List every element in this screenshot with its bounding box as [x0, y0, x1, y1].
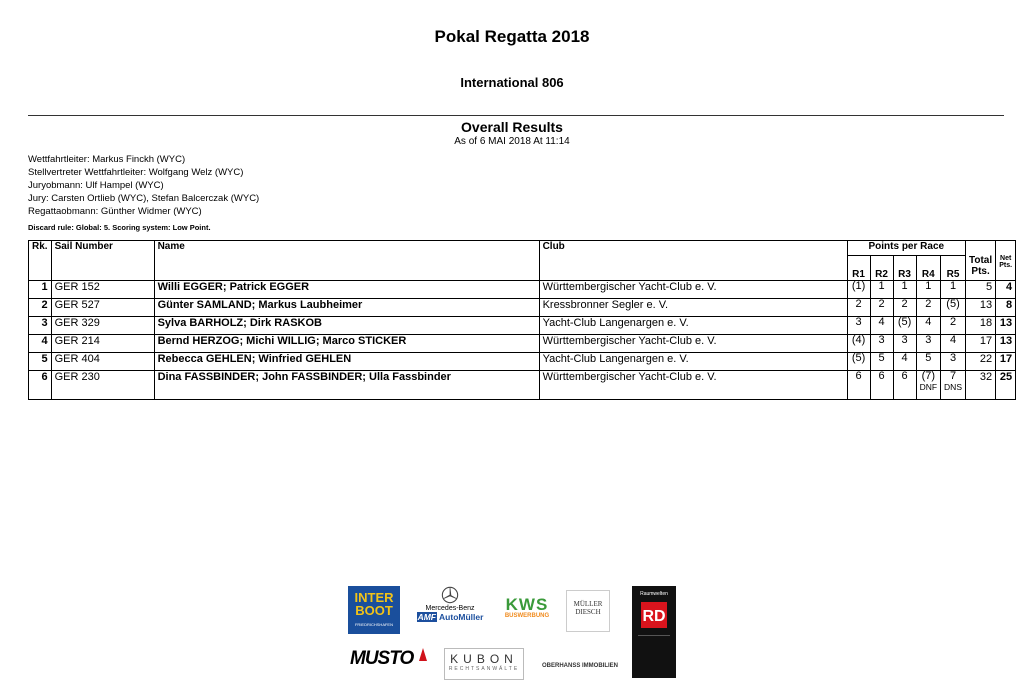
official-line: Jury: Carsten Ortlieb (WYC), Stefan Balcerczak (WYC) — [28, 193, 260, 204]
race-score: 2 — [855, 298, 862, 310]
total-points-cell: 17 — [966, 335, 996, 353]
rank-cell: 1 — [29, 281, 52, 299]
race-4-cell — [916, 281, 940, 299]
net-points-cell: 4 — [996, 281, 1016, 299]
header-r3: R3 — [893, 256, 916, 281]
header-total: Total Pts. — [966, 241, 996, 281]
interboot-logo: INTER BOOT FRIEDRICHSHAFEN — [348, 586, 400, 634]
race-score: 1 — [949, 280, 957, 292]
race-score: 2 — [925, 298, 932, 310]
race-score: 1 — [925, 280, 932, 292]
club-cell: Kressbronner Segler e. V. — [539, 299, 847, 317]
race-score: 4 — [878, 316, 885, 328]
race-score: (5) — [946, 298, 960, 310]
race-score: (5) — [897, 316, 912, 328]
race-score: 6 — [878, 370, 885, 382]
sail-number-cell: GER 230 — [51, 371, 154, 400]
race-3-cell — [893, 371, 916, 400]
race-1-cell — [847, 371, 870, 400]
svg-text:RD: RD — [642, 608, 666, 625]
race-4-cell — [916, 353, 940, 371]
official-line: Regattaobmann: Günther Widmer (WYC) — [28, 206, 202, 217]
race-5-cell — [941, 299, 966, 317]
officials-list — [28, 153, 259, 218]
race-4-cell — [916, 335, 940, 353]
as-of-date: As of 6 MAI 2018 At 11:14 — [454, 136, 570, 147]
name-cell: Günter SAMLAND; Markus Laubheimer — [154, 299, 539, 317]
rank-cell: 6 — [29, 371, 52, 400]
race-1-cell — [847, 353, 870, 371]
name-cell: Bernd HERZOG; Michi WILLIG; Marco STICKER — [154, 335, 539, 353]
total-points-cell: 5 — [966, 281, 996, 299]
race-2-cell — [870, 335, 893, 353]
race-3-cell — [893, 317, 916, 335]
club-cell: Yacht-Club Langenargen e. V. — [539, 353, 847, 371]
header-r2: R2 — [870, 256, 893, 281]
official-line: Stellvertreter Wettfahrtleiter: Wolfgang Welz (WYC) — [28, 167, 244, 178]
sail-number-cell: GER 527 — [51, 299, 154, 317]
race-3-cell — [893, 299, 916, 317]
table-row — [29, 353, 1016, 371]
header-sail-number: Sail Number — [51, 241, 154, 281]
header-r1: R1 — [847, 256, 870, 281]
header-divider — [28, 115, 1004, 116]
race-3-cell — [893, 335, 916, 353]
race-score: 1 — [878, 280, 885, 292]
results-table — [28, 240, 1016, 400]
penalty-code: DNS — [944, 382, 962, 392]
sponsor-logos — [348, 586, 678, 682]
race-score: 5 — [925, 352, 932, 364]
header-net: Net Pts. — [996, 241, 1016, 281]
discard-rule: Discard rule: Global: 5. Scoring system: Low Point. — [28, 223, 211, 232]
rank-cell: 3 — [29, 317, 52, 335]
sail-number-cell: GER 404 — [51, 353, 154, 371]
race-5-cell — [941, 353, 966, 371]
sail-number-cell: GER 214 — [51, 335, 154, 353]
total-points-cell: 32 — [966, 371, 996, 400]
name-cell: Sylva BARHOLZ; Dirk RASKOB — [154, 317, 539, 335]
race-4-cell — [916, 299, 940, 317]
club-cell: Württembergischer Yacht-Club e. V. — [539, 371, 847, 400]
total-points-cell: 13 — [966, 299, 996, 317]
race-score: 6 — [901, 370, 908, 382]
header-r5: R5 — [941, 256, 966, 281]
event-title: Pokal Regatta 2018 — [434, 27, 590, 46]
rank-cell: 4 — [29, 335, 52, 353]
race-score: 4 — [901, 352, 908, 364]
club-cell: Yacht-Club Langenargen e. V. — [539, 317, 847, 335]
club-cell: Württembergischer Yacht-Club e. V. — [539, 281, 847, 299]
race-score: 1 — [901, 280, 908, 292]
race-3-cell — [893, 353, 916, 371]
race-2-cell — [870, 317, 893, 335]
sail-number-cell: GER 329 — [51, 317, 154, 335]
header-club: Club — [539, 241, 847, 281]
total-points-cell: 22 — [966, 353, 996, 371]
race-1-cell — [847, 281, 870, 299]
net-points-cell: 13 — [996, 317, 1016, 335]
race-score: 6 — [855, 370, 862, 382]
race-2-cell — [870, 353, 893, 371]
race-5-cell — [941, 317, 966, 335]
penalty-code: DNF — [919, 382, 938, 392]
name-cell: Dina FASSBINDER; John FASSBINDER; Ulla Fassbinder — [154, 371, 539, 400]
net-points-cell: 17 — [996, 353, 1016, 371]
race-score: (5) — [851, 352, 866, 364]
header-name: Name — [154, 241, 539, 281]
rank-cell: 2 — [29, 299, 52, 317]
race-score: 3 — [901, 334, 908, 346]
race-1-cell — [847, 299, 870, 317]
race-score: 3 — [855, 316, 862, 328]
race-score: 3 — [949, 352, 957, 364]
race-score: 4 — [949, 334, 957, 346]
race-3-cell — [893, 281, 916, 299]
raumwelten-logo: Raumwelten RD — [632, 586, 676, 678]
name-cell: Willi EGGER; Patrick EGGER — [154, 281, 539, 299]
mercedes-automueller-logo: Mercedes-Benz AMF AutoMüller — [410, 586, 490, 634]
official-line: Wettfahrtleiter: Markus Finckh (WYC) — [28, 154, 186, 165]
race-2-cell — [870, 281, 893, 299]
name-cell: Rebecca GEHLEN; Winfried GEHLEN — [154, 353, 539, 371]
race-2-cell — [870, 299, 893, 317]
musto-sail-icon — [418, 648, 428, 662]
race-1-cell — [847, 317, 870, 335]
race-score: 7 — [949, 370, 957, 382]
race-score: 2 — [901, 298, 908, 310]
race-1-cell — [847, 335, 870, 353]
race-score: (1) — [851, 280, 866, 292]
race-score: 4 — [925, 316, 932, 328]
race-score: 3 — [925, 334, 932, 346]
official-line: Juryobmann: Ulf Hampel (WYC) — [28, 180, 164, 191]
table-row — [29, 281, 1016, 299]
total-points-cell: 18 — [966, 317, 996, 335]
kws-logo: KWS BUSWERBUNG — [504, 595, 550, 619]
race-score: 2 — [878, 298, 885, 310]
results-body — [29, 281, 1016, 400]
section-title: Overall Results — [461, 119, 563, 135]
mercedes-star-icon — [441, 586, 459, 604]
header-rank: Rk. — [29, 241, 52, 281]
club-cell: Württembergischer Yacht-Club e. V. — [539, 335, 847, 353]
oberhanss-logo: OBERHANSS IMMOBILIEN — [542, 663, 619, 669]
header-r4: R4 — [916, 256, 940, 281]
race-score: 5 — [878, 352, 885, 364]
race-score: (7) — [921, 370, 936, 382]
musto-logo: MUSTO — [350, 648, 428, 672]
net-points-cell: 8 — [996, 299, 1016, 317]
mueller-diesch-logo: MÜLLER DIESCH — [566, 590, 610, 632]
race-5-cell — [941, 281, 966, 299]
race-4-cell — [916, 317, 940, 335]
table-row — [29, 299, 1016, 317]
race-score: 3 — [878, 334, 885, 346]
net-points-cell: 13 — [996, 335, 1016, 353]
header-points-per-race: Points per Race — [847, 241, 965, 256]
sail-number-cell: GER 152 — [51, 281, 154, 299]
rank-cell: 5 — [29, 353, 52, 371]
net-points-cell: 25 — [996, 371, 1016, 400]
race-5-cell — [941, 371, 966, 400]
race-2-cell — [870, 371, 893, 400]
race-score: 2 — [949, 316, 957, 328]
class-title: International 806 — [460, 75, 564, 90]
table-row — [29, 371, 1016, 400]
race-4-cell — [916, 371, 940, 400]
race-score: (4) — [851, 334, 866, 346]
race-5-cell — [941, 335, 966, 353]
table-row — [29, 317, 1016, 335]
rd-monogram-icon — [641, 602, 667, 628]
table-row — [29, 335, 1016, 353]
kubon-logo: KUBON RECHTSANWÄLTE — [444, 648, 524, 680]
